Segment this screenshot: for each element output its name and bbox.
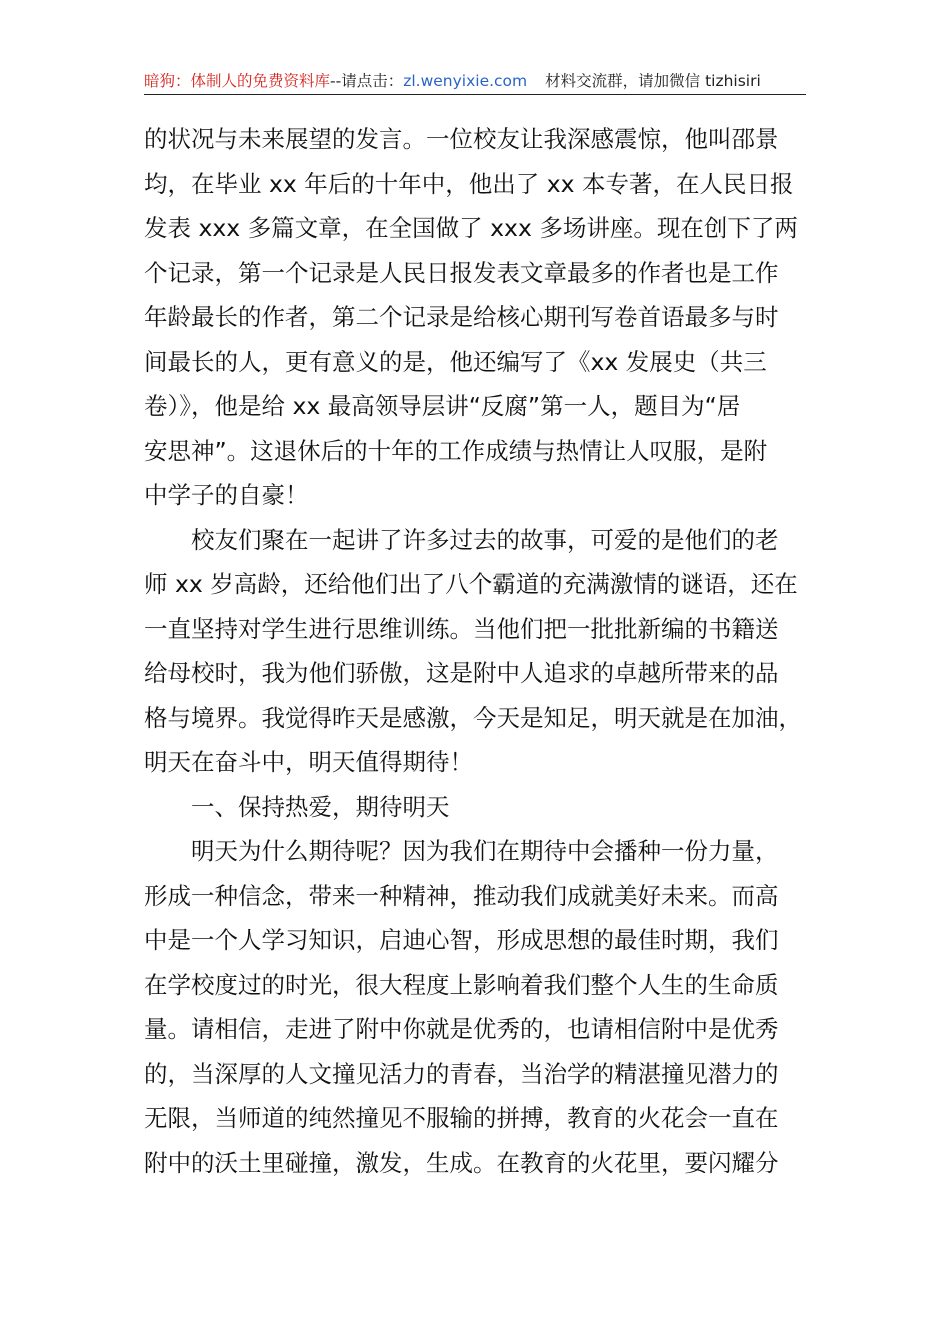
text-line: 师 xx 岁高龄，还给他们出了八个霸道的充满激情的谜语，还在 bbox=[144, 570, 798, 598]
text-line: 的状况与未来展望的发言。一位校友让我深感震惊，他叫邵景 bbox=[144, 125, 779, 153]
text-line: 给母校时，我为他们骄傲，这是附中人追求的卓越所带来的品 bbox=[144, 659, 779, 687]
page-header bbox=[144, 68, 806, 95]
text-line: 一直坚持对学生进行思维训练。当他们把一批批新编的书籍送 bbox=[144, 614, 779, 643]
header-contact: 材料交流群，请加微信 tizhisiri bbox=[545, 72, 761, 90]
text-line: 个记录，第一个记录是人民日报发表文章最多的作者也是工作 bbox=[144, 258, 779, 287]
text-line: 明天在奋斗中，明天值得期待！ bbox=[144, 748, 473, 776]
text-line: 中学子的自豪！ bbox=[144, 481, 309, 509]
text-line: 均，在毕业 xx 年后的十年中，他出了 xx 本专著，在人民日报 bbox=[144, 169, 794, 198]
text-line: 量。请相信，走进了附中你就是优秀的，也请相信附中是优秀 bbox=[144, 1015, 779, 1043]
header-brand: 暗狗：体制人的免费资料库 bbox=[144, 72, 331, 90]
text-line: 间最长的人，更有意义的是，他还编写了《xx 发展史（共三 bbox=[144, 347, 767, 376]
text-line: 无限，当师道的纯然撞见不服输的拼搏，教育的火花会一直在 bbox=[144, 1104, 779, 1132]
text-line: 卷）》，他是给 xx 最高领导层讲“反腐”第一人，题目为“居 bbox=[144, 392, 741, 420]
text-line: 附中的沃土里碰撞，激发，生成。在教育的火花里，要闪耀分 bbox=[144, 1148, 779, 1177]
text-line: 安思神”。这退休后的十年的工作成绩与热情让人叹服，是附 bbox=[144, 436, 768, 465]
paragraph-start-line: 校友们聚在一起讲了许多过去的故事，可爱的是他们的老 bbox=[144, 525, 779, 554]
text-line: 发表 xxx 多篇文章，在全国做了 xxx 多场讲座。现在创下了两 bbox=[144, 214, 798, 242]
text-line: 中是一个人学习知识，启迪心智，形成思想的最佳时期，我们 bbox=[144, 926, 779, 954]
text-line: 年龄最长的作者，第二个记录是给核心期刊写卷首语最多与时 bbox=[144, 303, 779, 331]
text-line: 的，当深厚的人文撞见活力的青春，当治学的精湛撞见潜力的 bbox=[144, 1059, 779, 1088]
paragraph-start-line: 明天为什么期待呢？因为我们在期待中会播种一份力量， bbox=[144, 837, 779, 865]
text-line: 在学校度过的时光，很大程度上影响着我们整个人生的生命质 bbox=[144, 970, 779, 999]
text-line: 格与境界。我觉得昨天是感激，今天是知足，明天就是在加油， bbox=[144, 703, 802, 732]
text-line: 形成一种信念，带来一种精神，推动我们成就美好未来。而高 bbox=[144, 881, 779, 910]
document-body bbox=[144, 117, 816, 1185]
header-click-prefix: --请点击： bbox=[330, 72, 404, 90]
section-heading: 一、保持热爱，期待明天 bbox=[144, 792, 450, 821]
header-url-link[interactable]: zl.wenyixie.com bbox=[403, 72, 528, 90]
